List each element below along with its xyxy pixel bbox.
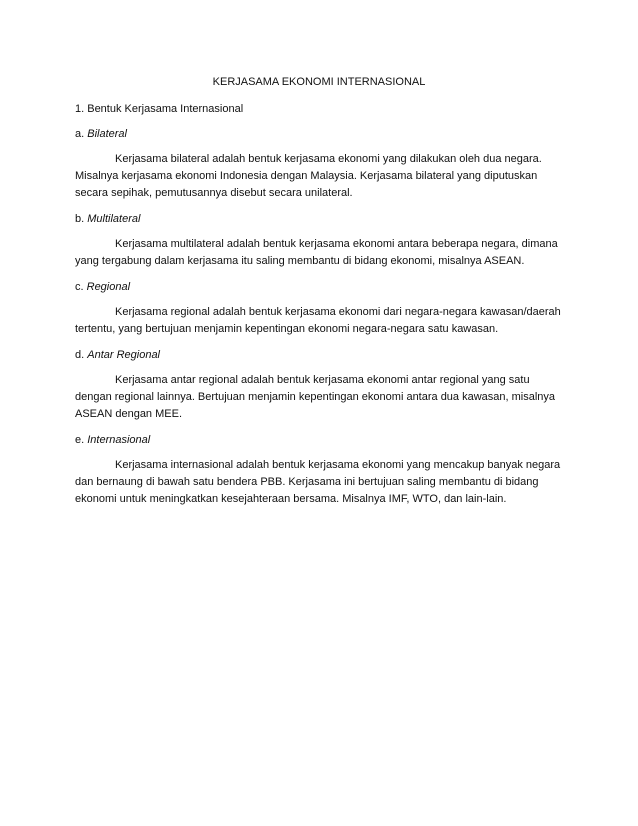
paragraph-internasional: Kerjasama internasional adalah bentuk kerjasama ekonomi yang mencakup banyak negara dan bernaung di bawah satu bendera PBB. Kerjasama ini bertujuan saling membantu di bidang ekonomi untuk meningkatkan kesejahteraan bersama. Misalnya IMF, WTO, dan lain-lain. <box>75 459 561 505</box>
paragraph-multilateral: Kerjasama multilateral adalah bentuk kerjasama ekonomi antara beberapa negara, dimana yang tergabung dalam kerjasama itu saling membantu di bidang ekonomi, misalnya ASEAN. <box>75 238 558 267</box>
section-heading: 1. Bentuk Kerjasama Internasional <box>75 103 244 115</box>
subsection-prefix: b. <box>75 213 88 225</box>
subsection-heading-antar-regional <box>75 347 567 364</box>
subsection-heading-regional <box>75 279 567 296</box>
subsection-title: Internasional <box>87 434 151 446</box>
document-body <box>75 74 567 517</box>
subsection-heading-multilateral <box>75 211 567 228</box>
paragraph-bilateral: Kerjasama bilateral adalah bentuk kerjasama ekonomi yang dilakukan oleh dua negara. Misalnya kerjasama ekonomi Indonesia dengan Malaysia. Kerjasama bilateral yang diputuskan secara sepihak, pemutusannya disebut secara unilateral. <box>75 153 542 199</box>
paragraph-antar-regional: Kerjasama antar regional adalah bentuk kerjasama ekonomi antar regional yang satu dengan regional lainnya. Bertujuan menjamin kepentingan ekonomi antara dua kawasan, misalnya ASEAN dengan MEE. <box>75 374 556 420</box>
subsection-title: Regional <box>86 281 131 293</box>
subsection-prefix: a. <box>75 128 88 140</box>
subsection-heading-bilateral <box>75 126 567 143</box>
subsection-title: Bilateral <box>87 128 127 140</box>
subsection-prefix: d. <box>75 349 88 361</box>
document-title: KERJASAMA EKONOMI INTERNASIONAL <box>212 76 426 88</box>
subsection-heading-internasional <box>75 432 567 449</box>
subsection-title: Multilateral <box>87 213 141 225</box>
paragraph-regional: Kerjasama regional adalah bentuk kerjasama ekonomi dari negara-negara kawasan/daerah tertentu, yang bertujuan menjamin kepentingan ekonomi negara-negara satu kawasan. <box>75 306 561 335</box>
subsection-prefix: c. <box>75 281 87 293</box>
subsection-prefix: e. <box>75 434 88 446</box>
subsection-title: Antar Regional <box>87 349 161 361</box>
